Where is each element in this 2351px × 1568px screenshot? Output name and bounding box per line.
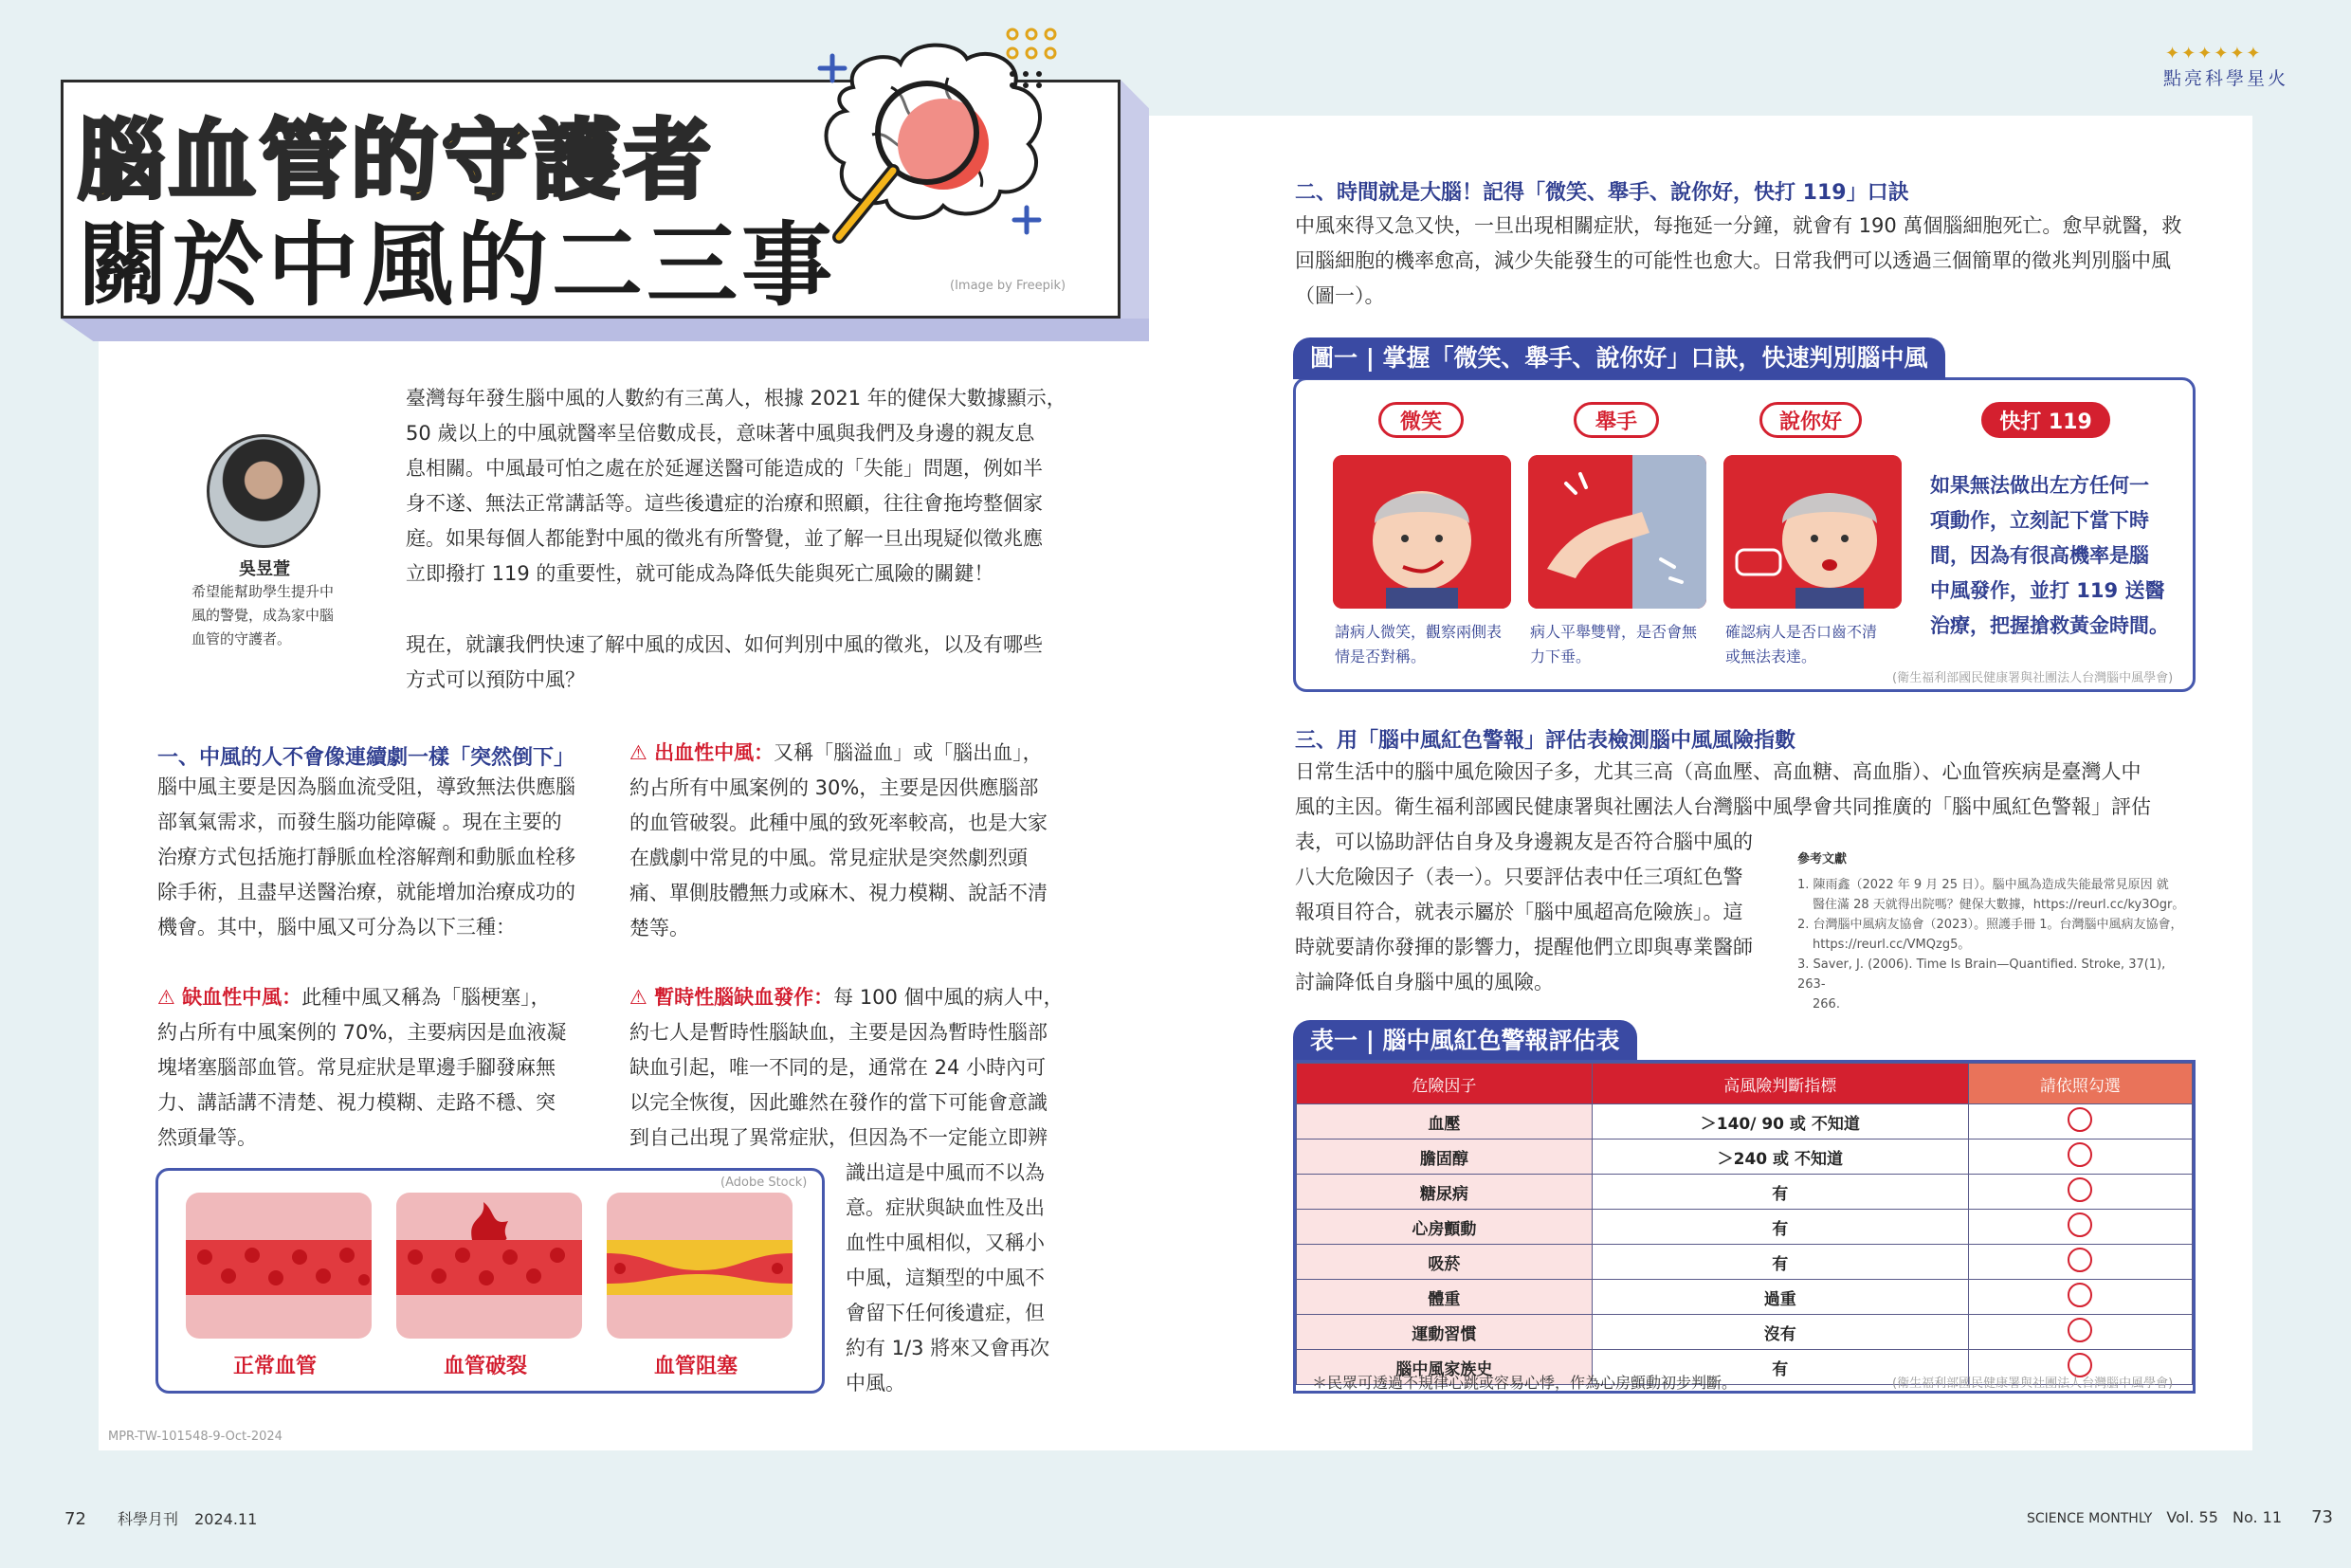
check-circle[interactable] <box>2068 1248 2092 1272</box>
table-row: 血壓 ＞140/ 90 或 不知道 <box>1297 1104 2193 1140</box>
section3-body-narrow: 表，可以協助評估自身及身邊親友是否符合腦中風的 八大危險因子（表一）。只要評估表中任三項紅色警 報項目符合，就表示屬於「腦中風超高危險族」。這 時就要請你發揮的影響力，提醒他們立即與專業醫師 討論降低自身腦中風的風險。 <box>1295 830 1753 994</box>
normal-vessel-icon <box>186 1193 372 1339</box>
tia-text: ⚠ 暫時性腦缺血發作：每 100 個中風的病人中， 約七人是暫時性腦缺血，主要是因為暫時性腦部 缺血引起，唯一不同的是，通常在 24 小時內可 以完全恢復，因此雖然在發作的當下可能會意識 到自己出現了異常症狀，但因為不一定能立即辨 <box>629 986 1064 1149</box>
right-magazine: SCIENCE MONTHLY <box>2027 1511 2153 1526</box>
author-avatar <box>207 434 320 548</box>
brand-stars: ✦✦✦✦✦✦ <box>2165 44 2263 64</box>
table-header-factor: 危險因子 <box>1297 1064 1593 1104</box>
brain-magnifier-icon <box>787 21 1071 296</box>
right-page-number: 73 <box>2311 1507 2333 1527</box>
table-header-indicator: 高風險判斷指標 <box>1592 1064 1968 1104</box>
table-row: 腦中風家族史 有 <box>1297 1350 2193 1385</box>
ischemic-stroke-text: ⚠ 缺血性中風：此種中風又稱為「腦梗塞」， 約占所有中風案例的 70%，主要病因是血液凝 塊堵塞腦部血管。常見症狀是單邊手腳發麻無 力、講話講不清楚、視力模糊、走路不穩、突 然頭暈等。 <box>157 986 567 1149</box>
call-119-label: 快打 119 <box>1981 402 2110 438</box>
check-circle[interactable] <box>2068 1318 2092 1342</box>
right-volume: Vol. 55 <box>2166 1508 2218 1526</box>
say-hello-face-icon <box>1723 455 1902 609</box>
step-say-hello-label: 說你好 <box>1759 402 1862 438</box>
right-issue: No. 11 <box>2232 1508 2282 1526</box>
table1-source: (衛生福利部國民健康署與社團法人台灣腦中風學會) <box>1892 1377 2174 1391</box>
check-circle[interactable] <box>2068 1283 2092 1307</box>
table-row: 心房顫動 有 <box>1297 1210 2193 1245</box>
title-image-credit: (Image by Freepik) <box>950 279 1066 293</box>
check-circle[interactable] <box>2068 1177 2092 1202</box>
table-header-check: 請依照勾選 <box>1968 1064 2192 1104</box>
table1-tab: 表一 | 腦中風紅色警報評估表 <box>1293 1020 1637 1062</box>
intro-paragraph-1: 臺灣每年發生腦中風的人數約有三萬人，根據 2021 年的健保大數據顯示， 50 歲以上的中風就醫率呈倍數成長，意味著中風與我們及身邊的親友息 息相關。中風最可怕之處在於延遲送醫可能造成的「失能」問題，例如半 身不遂、無法正常講話等。這些後遺症的治療和照顧，往往會拖垮整個家 庭。如果每個人都能對中風的徵兆有所警覺，並了解一旦出現疑似徵兆應 立即撥打 119 的重要性，就可能成為降低失能與死亡風險的關鍵！ <box>406 387 1066 585</box>
warning-icon: ⚠ <box>629 986 655 1009</box>
table-row: 吸菸 有 <box>1297 1245 2193 1280</box>
intro-paragraph-2: 現在，就讓我們快速了解中風的成因、如何判別中風的徵兆，以及有哪些 方式可以預防中風？ <box>406 633 1043 691</box>
check-circle[interactable] <box>2068 1212 2092 1237</box>
footer-left <box>64 1507 257 1529</box>
tia-label: 暫時性腦缺血發作： <box>654 986 834 1009</box>
figure1-source: (衛生福利部國民健康署與社團法人台灣腦中風學會) <box>1892 671 2174 685</box>
section1-heading: 一、中風的人不會像連續劇一樣「突然倒下」 <box>157 746 575 770</box>
references: 參考文獻 1. 陳雨鑫（2022 年 9 月 25 日）。腦中風為造成失能最常見原因 就 醫住滿 28 天就得出院嗎？健保大數據，https://reurl.cc/ky3Ogr。 2. 台灣腦中風病友協會（2023）。照護手冊 1。台灣腦中風病友協會， https://reurl.cc/VMQzg5。 3. Saver, J. (2006). Time Is Brain—Quantified. Stroke, 37(1), 263- 266. <box>1797 849 2196 1014</box>
ruptured-vessel-icon <box>396 1193 582 1339</box>
table-row: 膽固醇 ＞240 或 不知道 <box>1297 1140 2193 1175</box>
table1-footnote: ＊民眾可透過不規律心跳或容易心悸，作為心房顫動初步判斷。 <box>1312 1374 1738 1392</box>
left-magazine: 科學月刊 <box>118 1510 179 1528</box>
footer-right <box>2027 1507 2333 1527</box>
table-row: 體重 過重 <box>1297 1280 2193 1315</box>
tia-text-continued: 識出這是中風而不以為 意。症狀與缺血性及出 血性中風相似，又稱小 中風，這類型的中風不 會留下任何後遺症，但 約有 1/3 將來又會再次 中風。 <box>846 1161 1050 1395</box>
author-name: 吳昱萱 <box>239 559 290 579</box>
doc-code: MPR-TW-101548-9-Oct-2024 <box>108 1430 282 1444</box>
figure1-tab: 圖一 | 掌握「微笑、舉手、說你好」口訣，快速判別腦中風 <box>1293 337 1945 379</box>
risk-table <box>1296 1063 2193 1385</box>
check-circle[interactable] <box>2068 1142 2092 1167</box>
blocked-vessel-icon <box>607 1193 793 1339</box>
page-title-line1: 腦血管的守護者 <box>78 110 716 211</box>
hemorrhagic-label: 出血性中風： <box>654 741 775 764</box>
call-119-instructions: 如果無法做出左方任何一 項動作，立刻記下當下時 間，因為有很高機率是腦 中風發作，並打 119 送醫 治療，把握搶救黃金時間。 <box>1930 474 2169 637</box>
step-smile-caption: 請病人微笑，觀察兩側表 情是否對稱。 <box>1335 623 1503 665</box>
section3-body: 日常生活中的腦中風危險因子多，尤其三高（高血壓、高血糖、高血脂）、心血管疾病是臺灣人中 風的主因。衛生福利部國民健康署與社團法人台灣腦中風學會共同推廣的「腦中風紅色警報」評估 <box>1295 760 2151 818</box>
author-bio: 希望能幫助學生提升中 風的警覺，成為家中腦 血管的守護者。 <box>191 583 335 647</box>
table1-panel <box>1293 1060 2196 1394</box>
step-raise-arm-caption: 病人平舉雙臂，是否會無 力下垂。 <box>1530 623 1698 665</box>
hemorrhagic-stroke-text: ⚠ 出血性中風：又稱「腦溢血」或「腦出血」， 約占所有中風案例的 30%，主要是因供應腦部 的血管破裂。此種中風的致死率較高，也是大家 在戲劇中常見的中風。常見症狀是突然劇烈頭 痛、單側肢體無力或麻木、視力模糊、說話不清 楚等。 <box>629 741 1048 939</box>
section2-heading: 二、時間就是大腦！記得「微笑、舉手、說你好，快打 119」口訣 <box>1295 181 1909 205</box>
section2-body: 中風來得又急又快，一旦出現相關症狀，每拖延一分鐘，就會有 190 萬個腦細胞死亡。愈早就醫，救 回腦細胞的機率愈高，減少失能發生的可能性也愈大。日常我們可以透過三個簡單的徵兆判別腦中風 （圖一）。 <box>1295 214 2182 307</box>
check-circle[interactable] <box>2068 1107 2092 1132</box>
raise-arm-icon <box>1528 455 1706 609</box>
left-issue-date: 2024.11 <box>194 1510 258 1528</box>
vessel-label-ruptured: 血管破裂 <box>444 1355 528 1378</box>
step-say-hello-caption: 確認病人是否口齒不清 或無法表達。 <box>1725 623 1878 665</box>
step-raise-arm-label: 舉手 <box>1574 402 1659 438</box>
section3-heading: 三、用「腦中風紅色警報」評估表檢測腦中風風險指數 <box>1295 729 1796 753</box>
table-row: 運動習慣 沒有 <box>1297 1315 2193 1350</box>
smile-face-icon <box>1333 455 1511 609</box>
table-row: 糖尿病 有 <box>1297 1175 2193 1210</box>
ischemic-label: 缺血性中風： <box>182 986 302 1009</box>
warning-icon: ⚠ <box>157 986 183 1009</box>
vessel-label-blocked: 血管阻塞 <box>654 1355 738 1378</box>
vessel-label-normal: 正常血管 <box>233 1355 318 1378</box>
step-smile-label: 微笑 <box>1378 402 1464 438</box>
title-box-side <box>1121 80 1149 319</box>
section1-body: 腦中風主要是因為腦血流受阻，導致無法供應腦 部氧氣需求，而發生腦功能障礙 。現在主要的 治療方式包括施打靜脈血栓溶解劑和動脈血栓移 除手術，且盡早送醫治療，就能增加治療成功的 機會。其中，腦中風又可分為以下三種： <box>157 775 575 939</box>
page-title-line2: 關於中風的二三事 <box>78 212 836 319</box>
vessel-figure-credit: (Adobe Stock) <box>720 1176 808 1190</box>
references-title: 參考文獻 <box>1797 852 1848 866</box>
left-page-number: 72 <box>64 1509 86 1529</box>
warning-icon: ⚠ <box>629 741 655 764</box>
brand-name: 點亮科學星火 <box>2163 68 2289 89</box>
